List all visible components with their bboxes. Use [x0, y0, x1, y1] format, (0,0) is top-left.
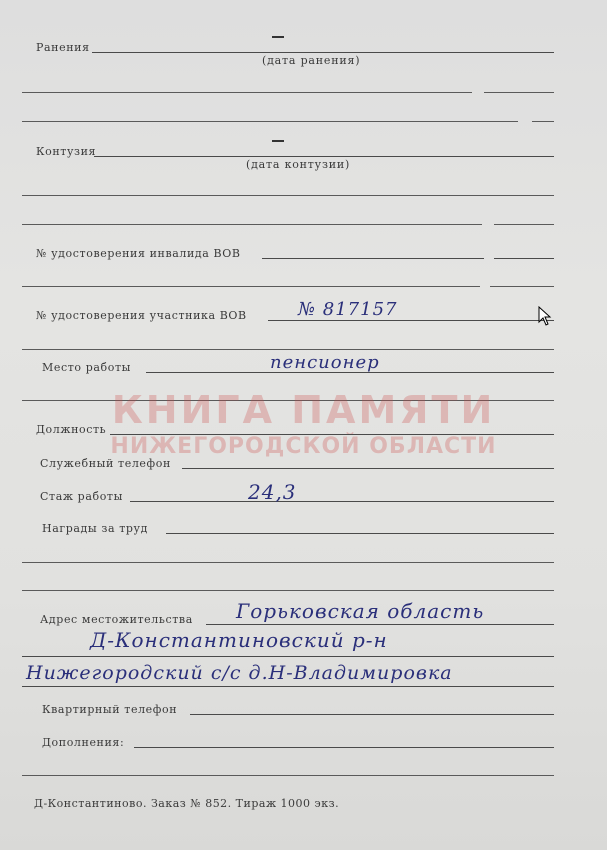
- home-phone-line: [190, 714, 554, 715]
- injury-extra-line-1b: [484, 92, 554, 93]
- position-label: Должность: [36, 423, 107, 436]
- participant-extra-line: [22, 349, 554, 350]
- invalid-extra-line-b: [490, 286, 554, 287]
- injury-extra-line-2b: [532, 121, 554, 122]
- labor-awards-extra-line-1: [22, 562, 554, 563]
- labor-awards-label: Награды за труд: [42, 522, 148, 535]
- labor-awards-extra-line-2: [22, 590, 554, 591]
- experience-value: 24,3: [248, 480, 297, 504]
- invalid-id-line: [262, 258, 484, 259]
- experience-label: Стаж работы: [40, 490, 123, 503]
- injury-line: [92, 52, 554, 53]
- injury-extra-line-2: [22, 121, 518, 122]
- participant-id-value: № 817157: [298, 299, 398, 320]
- contusion-extra-line-2: [22, 224, 482, 225]
- position-line: [110, 434, 554, 435]
- contusion-label: Контузия: [36, 145, 97, 158]
- contusion-extra-line-1: [22, 195, 554, 196]
- watermark-title: КНИГА ПАМЯТИ: [111, 388, 496, 432]
- invalid-id-label: № удостоверения инвалида ВОВ: [36, 247, 241, 260]
- participant-id-line: [268, 320, 554, 321]
- workplace-label: Место работы: [42, 361, 132, 374]
- print-footer: Д-Константиново. Заказ № 852. Тираж 1000 экз.: [34, 797, 340, 810]
- workplace-extra-line: [22, 400, 554, 401]
- address-line-3-rule: [22, 686, 554, 687]
- address-line-1: Горьковская область: [236, 599, 485, 623]
- participant-id-label: № удостоверения участника ВОВ: [36, 309, 247, 322]
- contusion-extra-line-2b: [494, 224, 554, 225]
- home-phone-label: Квартирный телефон: [42, 703, 178, 716]
- injury-label: Ранения: [36, 41, 90, 54]
- additions-line: [134, 747, 554, 748]
- invalid-id-line-b: [494, 258, 554, 259]
- address-line-3: Нижегородский с/с д.Н-Владимировка: [26, 662, 453, 684]
- address-line-2: Д-Константиновский р-н: [90, 628, 388, 652]
- labor-awards-line: [166, 533, 554, 534]
- contusion-dash: [272, 140, 284, 142]
- contusion-date-caption: (дата контузии): [246, 158, 351, 171]
- injury-extra-line-1: [22, 92, 472, 93]
- mouse-cursor-icon: [538, 306, 552, 326]
- watermark-subtitle: НИЖЕГОРОДСКОЙ ОБЛАСТИ: [110, 434, 497, 459]
- injury-dash: [272, 36, 284, 38]
- work-phone-label: Служебный телефон: [40, 457, 171, 470]
- invalid-extra-line: [22, 286, 480, 287]
- contusion-line: [94, 156, 554, 157]
- workplace-value: пенсионер: [270, 352, 380, 373]
- address-label: Адрес местожительства: [40, 613, 193, 626]
- work-phone-line: [182, 468, 554, 469]
- additions-extra-line: [22, 775, 554, 776]
- additions-label: Дополнения:: [42, 736, 125, 749]
- address-line-1-rule: [206, 624, 554, 625]
- experience-line: [130, 501, 554, 502]
- injury-date-caption: (дата ранения): [262, 54, 361, 67]
- address-line-2-rule: [22, 656, 554, 657]
